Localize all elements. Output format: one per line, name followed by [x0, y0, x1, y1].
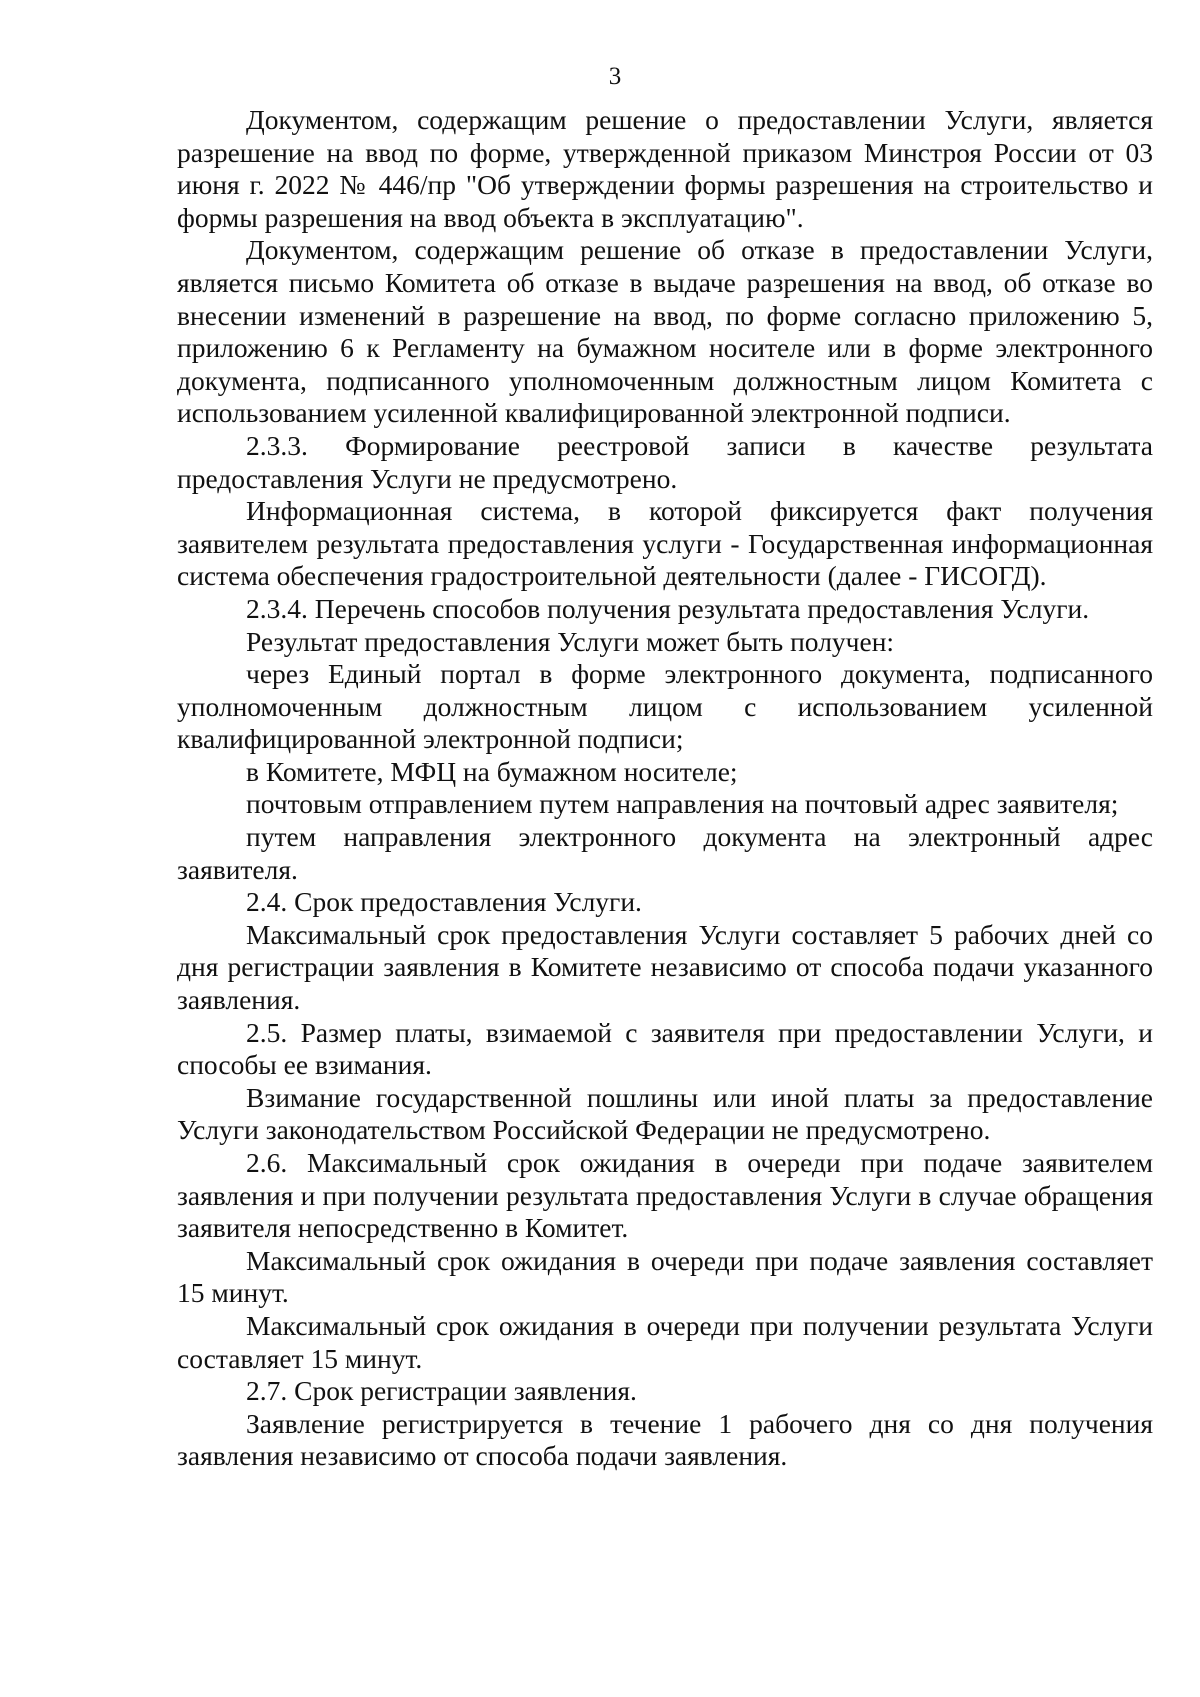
paragraph: 2.3.4. Перечень способов получения результата предоставления Услуги.: [246, 592, 1090, 624]
paragraph: Максимальный срок ожидания в очереди при получении результата Услуги составляет 15 минут.: [177, 1309, 1153, 1374]
paragraph: в Комитете, МФЦ на бумажном носителе;: [246, 755, 738, 787]
paragraph: Результат предоставления Услуги может быть получен:: [246, 625, 895, 657]
paragraph: путем направления электронного документа на электронный адрес заявителя.: [177, 821, 1153, 885]
paragraph: через Единый портал в форме электронного документа, подписанного уполномоченным должностным лицом с использованием усиленной квалифицированной электронной подписи;: [177, 658, 1153, 755]
paragraph: Максимальный срок ожидания в очереди при подаче заявления составляет 15 минут.: [177, 1244, 1153, 1309]
paragraph: почтовым отправлением путем направления на почтовый адрес заявителя;: [246, 788, 1119, 820]
paragraph: 2.5. Размер платы, взимаемой с заявителя при предоставлении Услуги, и способы ее взимания.: [177, 1016, 1153, 1081]
paragraph: Взимание государственной пошлины или иной платы за предоставление Услуги законодательством Российской Федерации не предусмотрено.: [177, 1081, 1153, 1146]
page-number: 3: [608, 63, 622, 90]
paragraph: Документом, содержащим решение об отказе в предоставлении Услуги, является письмо Комитета об отказе в выдаче разрешения на ввод, об отказе во внесении изменений в разрешение на ввод, по форме согласно приложению 5, приложению 6 к Регламенту на бумажном носителе или в форме электронного документа, подписанного уполномоченным должностным лицом Комитета с использованием усиленной квалифицированной электронной подписи.: [177, 234, 1153, 429]
paragraph: 2.4. Срок предоставления Услуги.: [246, 886, 642, 918]
paragraph: Заявление регистрируется в течение 1 рабочего дня со дня получения заявления независимо от способа подачи заявления.: [177, 1407, 1153, 1472]
paragraph: Максимальный срок предоставления Услуги составляет 5 рабочих дней со дня регистрации заявления в Комитете независимо от способа подачи указанного заявления.: [177, 918, 1153, 1016]
paragraph: Информационная система, в которой фиксируется факт получения заявителем результата предоставления услуги - Государственная информационная система обеспечения градостроительной деятельности (далее - ГИСОГД).: [177, 495, 1153, 592]
document-body: [177, 104, 1153, 1473]
paragraph: Документом, содержащим решение о предоставлении Услуги, является разрешение на ввод по форме, утвержденной приказом Минстроя России от 03 июня г. 2022 № 446/пр "Об утверждении формы разрешения на строительство и формы разрешения на ввод объекта в эксплуатацию".: [177, 104, 1153, 233]
paragraph: 2.3.3. Формирование реестровой записи в качестве результата предоставления Услуги не предусмотрено.: [177, 429, 1153, 494]
paragraph: 2.6. Максимальный срок ожидания в очереди при подаче заявителем заявления и при получении результата предоставления Услуги в случае обращения заявителя непосредственно в Комитет.: [177, 1147, 1153, 1244]
paragraph: 2.7. Срок регистрации заявления.: [246, 1375, 637, 1407]
